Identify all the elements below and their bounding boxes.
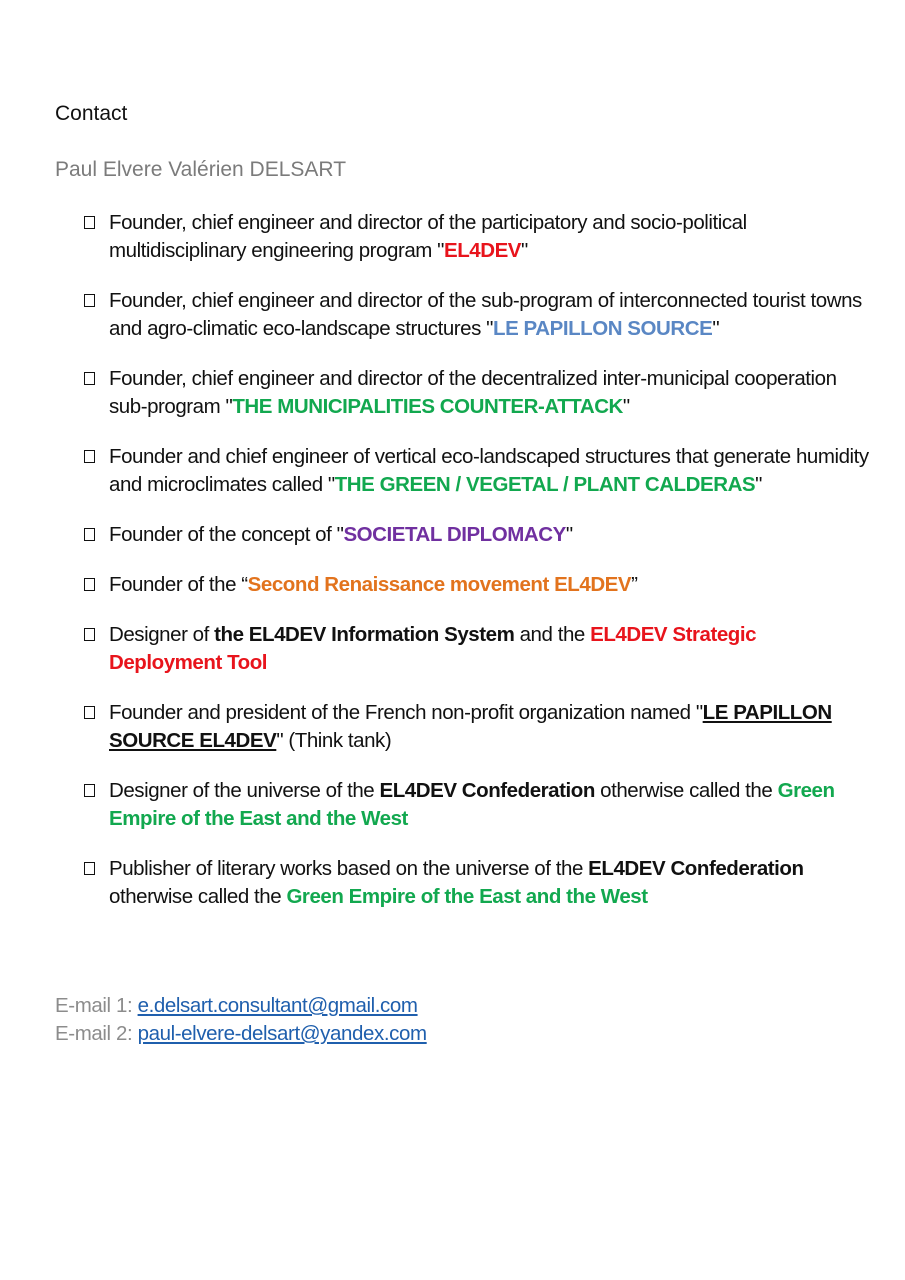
item-text: " (755, 473, 762, 496)
list-item (82, 443, 872, 499)
item-text: Founder of the concept of " (109, 523, 344, 546)
item-text: Founder, chief engineer and director of the participatory and socio-political multidisciplinary engineering program " (109, 211, 747, 262)
item-bold: EL4DEV Confederation (379, 779, 595, 802)
item-underlined: LE PAPILLON SOURCE EL4DEV (109, 701, 832, 752)
email-link-2[interactable]: paul-elvere-delsart@yandex.com (137, 1022, 427, 1045)
checkbox-square-icon (84, 294, 95, 307)
item-text: Designer of (109, 623, 215, 646)
item-highlight: EL4DEV Strategic Deployment Tool (109, 623, 757, 674)
item-highlight: Green Empire of the East and the West (286, 885, 648, 908)
checkbox-square-icon (84, 628, 95, 641)
item-text: otherwise called the (109, 885, 287, 908)
list-item (82, 855, 872, 911)
item-text: otherwise called the (594, 779, 778, 802)
contact-heading: Contact (55, 102, 128, 125)
item-text: " (565, 523, 573, 546)
item-bold: the EL4DEV Information System (214, 623, 515, 646)
email-label: E-mail 2: (55, 1022, 138, 1045)
item-highlight: LE PAPILLON SOURCE (493, 317, 713, 340)
checkbox-square-icon (84, 784, 95, 797)
list-item (82, 571, 872, 599)
item-text: " (622, 395, 630, 418)
email-line (55, 1020, 427, 1048)
item-highlight: EL4DEV (443, 239, 522, 262)
contact-name: Paul Elvere Valérien DELSART (55, 158, 347, 181)
item-highlight: THE MUNICIPALITIES COUNTER-ATTACK (232, 395, 623, 418)
item-text: Founder and chief engineer of vertical eco-landscaped structures that generate humidity and microclimates called " (109, 445, 869, 496)
item-text: Founder, chief engineer and director of the decentralized inter-municipal cooperation sub-program " (109, 367, 837, 418)
item-text: Founder and president of the French non-profit organization named " (109, 701, 703, 724)
checkbox-square-icon (84, 450, 95, 463)
email-line (55, 992, 427, 1020)
item-highlight: THE GREEN / VEGETAL / PLANT CALDERAS (334, 473, 756, 496)
checkbox-square-icon (84, 706, 95, 719)
list-item (82, 365, 872, 421)
checkbox-square-icon (84, 528, 95, 541)
list-item (82, 287, 872, 343)
checkbox-square-icon (84, 862, 95, 875)
email-block (55, 992, 427, 1048)
item-text: Designer of the universe of the (109, 779, 380, 802)
email-label: E-mail 1: (55, 994, 138, 1017)
item-bold: EL4DEV Confederation (588, 857, 804, 880)
list-item (82, 521, 872, 549)
checkbox-square-icon (84, 372, 95, 385)
item-highlight: Green Empire of the East and the West (109, 779, 835, 830)
email-link-1[interactable]: e.delsart.consultant@gmail.com (137, 994, 418, 1017)
list-item (82, 209, 872, 265)
item-highlight: Second Renaissance movement EL4DEV (247, 573, 632, 596)
item-text: Founder, chief engineer and director of the sub-program of interconnected tourist towns and agro-climatic eco-landscape structures " (109, 289, 862, 340)
item-text: Publisher of literary works based on the universe of the (109, 857, 589, 880)
list-item (82, 621, 872, 677)
item-highlight: SOCIETAL DIPLOMACY (343, 523, 566, 546)
list-item (82, 777, 872, 833)
item-text: and the (514, 623, 591, 646)
checkbox-square-icon (84, 216, 95, 229)
item-text: " (521, 239, 528, 262)
item-text: Founder of the “ (109, 573, 248, 596)
item-text: " (712, 317, 720, 340)
item-text: " (Think tank) (276, 729, 392, 752)
list-item (82, 699, 872, 755)
roles-list (82, 209, 872, 933)
checkbox-square-icon (84, 578, 95, 591)
item-text: ” (631, 573, 638, 596)
